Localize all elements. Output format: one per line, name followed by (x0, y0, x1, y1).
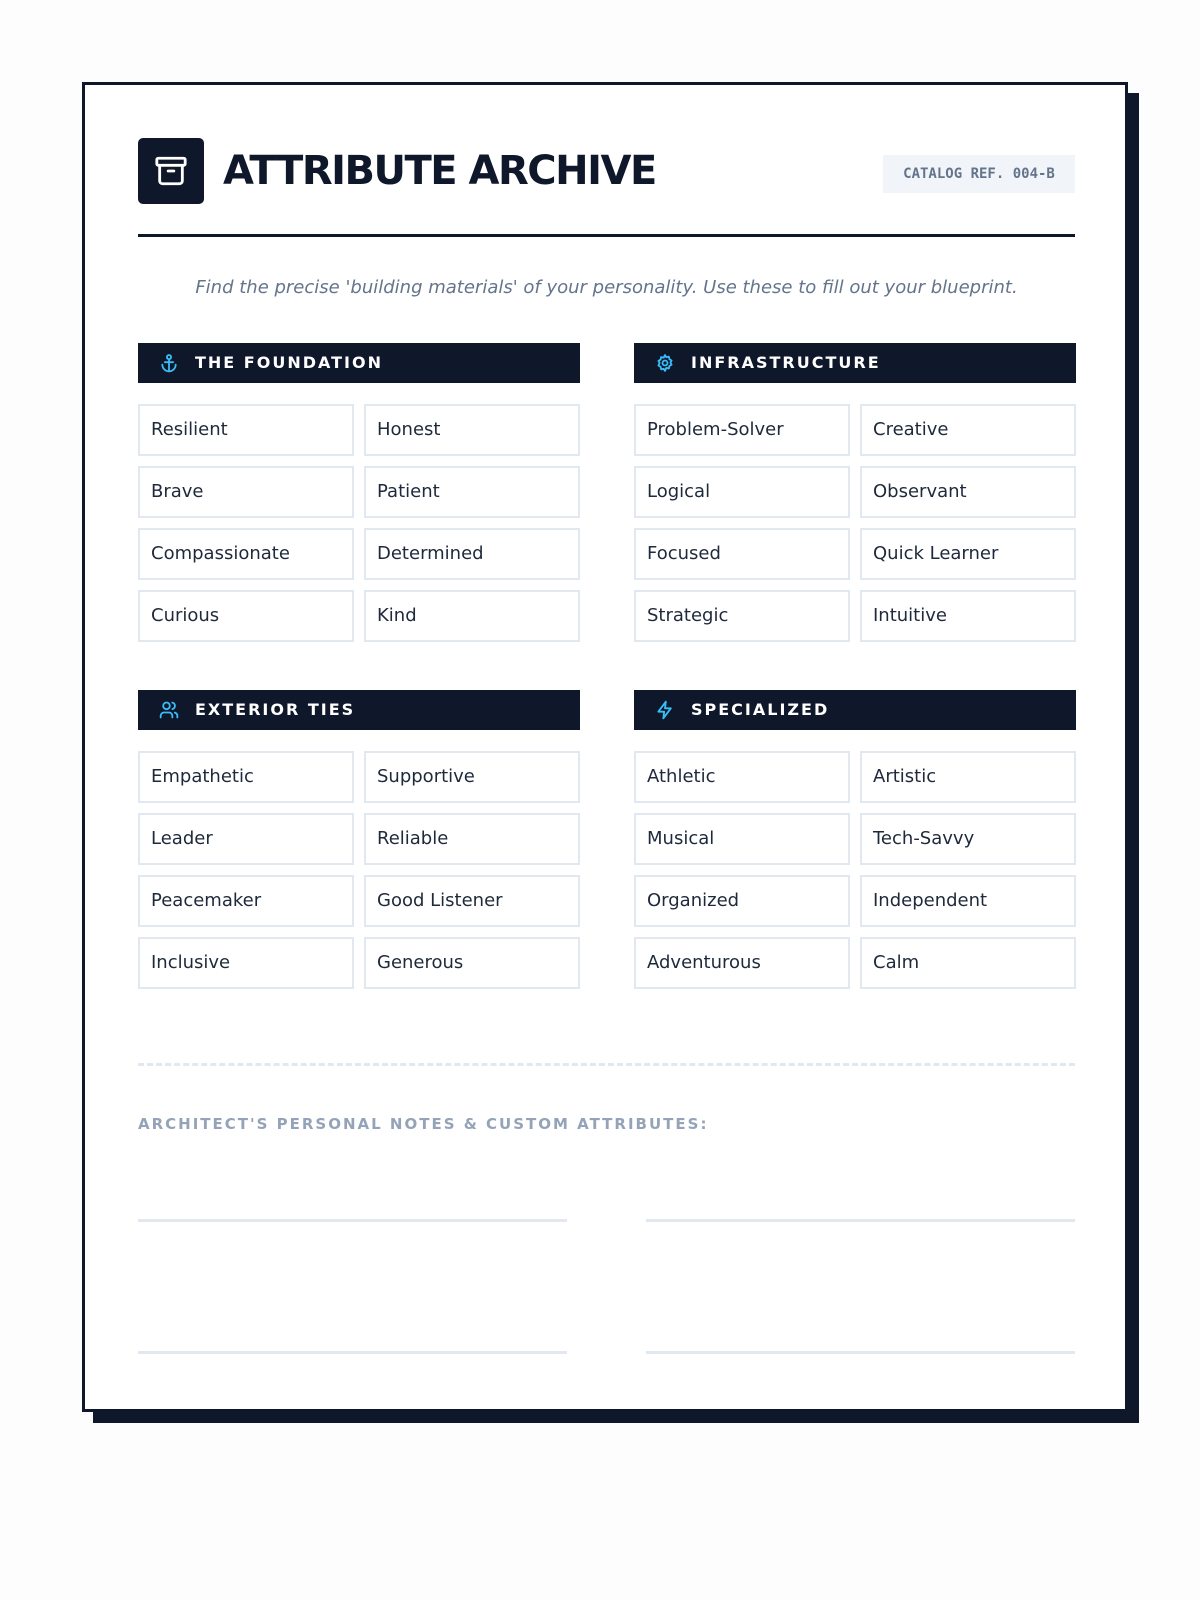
attribute-chip: Resilient (138, 404, 354, 456)
attribute-chip: Brave (138, 466, 354, 518)
attribute-chip: Calm (860, 937, 1076, 989)
attribute-chip: Independent (860, 875, 1076, 927)
notes-line[interactable] (138, 1351, 567, 1354)
notes-line[interactable] (138, 1219, 567, 1222)
attribute-chip: Athletic (634, 751, 850, 803)
attribute-chip: Adventurous (634, 937, 850, 989)
attribute-chip: Inclusive (138, 937, 354, 989)
attribute-chip: Curious (138, 590, 354, 642)
notes-divider (138, 1063, 1075, 1066)
attribute-chip: Empathetic (138, 751, 354, 803)
attribute-chip: Observant (860, 466, 1076, 518)
attribute-chip: Tech-Savvy (860, 813, 1076, 865)
attribute-chip: Focused (634, 528, 850, 580)
section-title: SPECIALIZED (691, 700, 830, 719)
catalog-ref-badge: CATALOG REF. 004-B (883, 155, 1075, 193)
attribute-chip: Honest (364, 404, 580, 456)
attribute-chip: Reliable (364, 813, 580, 865)
section-specialized (634, 690, 1076, 989)
attribute-chip: Strategic (634, 590, 850, 642)
header (138, 138, 1075, 206)
attribute-chip: Organized (634, 875, 850, 927)
header-divider (138, 234, 1075, 237)
attribute-archive-sheet (82, 82, 1128, 1412)
users-icon (159, 700, 179, 720)
archive-box-icon (138, 138, 204, 204)
anchor-icon (159, 353, 179, 373)
section-foundation (138, 343, 580, 642)
attribute-grid (138, 404, 580, 642)
section-header (634, 343, 1076, 383)
attribute-grid (138, 751, 580, 989)
attribute-grid (634, 404, 1076, 642)
attribute-chip: Musical (634, 813, 850, 865)
attribute-chip: Problem-Solver (634, 404, 850, 456)
section-header (138, 343, 580, 383)
attribute-chip: Generous (364, 937, 580, 989)
attribute-chip: Peacemaker (138, 875, 354, 927)
page-title: ATTRIBUTE ARCHIVE (223, 148, 656, 194)
attribute-chip: Compassionate (138, 528, 354, 580)
attribute-chip: Logical (634, 466, 850, 518)
attribute-chip: Artistic (860, 751, 1076, 803)
section-title: THE FOUNDATION (195, 353, 383, 372)
attribute-chip: Kind (364, 590, 580, 642)
section-header (634, 690, 1076, 730)
attribute-chip: Determined (364, 528, 580, 580)
notes-line[interactable] (646, 1351, 1075, 1354)
notes-line[interactable] (646, 1219, 1075, 1222)
gear-icon (655, 353, 675, 373)
section-header (138, 690, 580, 730)
attribute-chip: Supportive (364, 751, 580, 803)
attribute-chip: Patient (364, 466, 580, 518)
section-title: INFRASTRUCTURE (691, 353, 881, 372)
attribute-grid (634, 751, 1076, 989)
attribute-chip: Intuitive (860, 590, 1076, 642)
attribute-chip: Creative (860, 404, 1076, 456)
attribute-chip: Good Listener (364, 875, 580, 927)
attribute-chip: Leader (138, 813, 354, 865)
section-exterior-ties (138, 690, 580, 989)
section-title: EXTERIOR TIES (195, 700, 356, 719)
lightning-icon (655, 700, 675, 720)
intro-text: Find the precise 'building materials' of your personality. Use these to fill out your blueprint. (195, 277, 1018, 298)
section-infrastructure (634, 343, 1076, 642)
attribute-chip: Quick Learner (860, 528, 1076, 580)
notes-label: ARCHITECT'S PERSONAL NOTES & CUSTOM ATTRIBUTES: (138, 1115, 709, 1133)
